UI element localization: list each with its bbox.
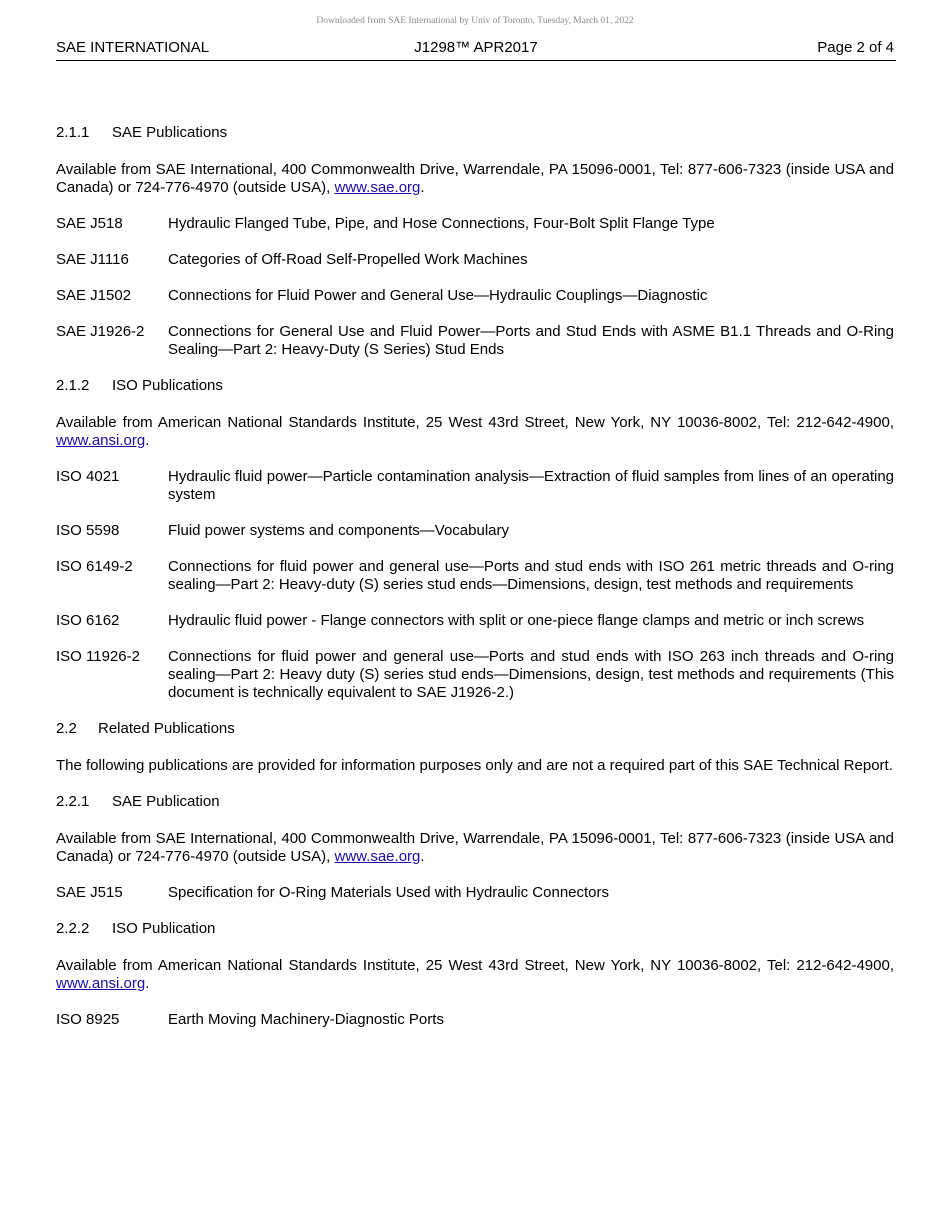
availability-paragraph <box>56 957 894 993</box>
reference-item <box>56 468 894 504</box>
reference-item <box>56 323 894 359</box>
header-doc-id: J1298™ APR2017 <box>414 39 538 56</box>
reference-title: Connections for Fluid Power and General Use—Hydraulic Couplings—Diagnostic <box>168 287 708 304</box>
section-title: SAE Publication <box>112 793 220 810</box>
reference-title: Connections for fluid power and general use—Ports and stud ends with ISO 263 inch threads and O-ring sealing—Part 2: Heavy duty (S) series stud ends—Dimensions, design, test methods and requirements (This document is technically equivalent to SAE J1926-2.) <box>168 648 894 701</box>
reference-item <box>56 612 894 630</box>
reference-title: Specification for O-Ring Materials Used with Hydraulic Connectors <box>168 884 610 901</box>
reference-code: ISO 5598 <box>56 522 120 539</box>
section-heading-2-2-1 <box>56 793 894 811</box>
section-heading-2-2-2 <box>56 920 894 938</box>
reference-code: ISO 4021 <box>56 468 120 485</box>
reference-code: SAE J518 <box>56 215 123 232</box>
availability-paragraph <box>56 830 894 866</box>
section-number: 2.2.2 <box>56 920 90 937</box>
section-number: 2.1.1 <box>56 124 90 141</box>
reference-title: Hydraulic fluid power—Particle contamination analysis—Extraction of fluid samples from lines of an operating system <box>168 468 894 503</box>
reference-item <box>56 522 894 540</box>
reference-title: Connections for fluid power and general use—Ports and stud ends with ISO 261 metric threads and O-ring sealing—Part 2: Heavy-duty (S) series stud ends—Dimensions, design, test methods and requirements <box>168 558 894 593</box>
download-watermark: Downloaded from SAE International by Univ of Toronto, Tuesday, March 01, 2022 <box>316 16 634 26</box>
availability-paragraph <box>56 161 894 197</box>
section-heading-2-1-2 <box>56 377 894 395</box>
reference-item <box>56 648 894 702</box>
ansi-link[interactable]: www.ansi.org <box>56 975 146 992</box>
reference-title: Hydraulic Flanged Tube, Pipe, and Hose Connections, Four-Bolt Split Flange Type <box>168 215 715 232</box>
section-heading-2-2 <box>56 720 894 738</box>
section-title: ISO Publications <box>112 377 223 394</box>
reference-title: Fluid power systems and components—Vocabulary <box>168 522 510 539</box>
reference-item <box>56 558 894 594</box>
sae-link[interactable]: www.sae.org <box>334 179 421 196</box>
document-body <box>56 124 894 1047</box>
availability-text: Available from American National Standards Institute, 25 West 43rd Street, New York, NY 10036-8002, Tel: 212-642-4900, <box>56 957 894 974</box>
period: . <box>420 848 425 865</box>
ansi-link[interactable]: www.ansi.org <box>56 432 146 449</box>
reference-item <box>56 215 894 233</box>
section-title: ISO Publication <box>112 920 216 937</box>
period: . <box>145 975 150 992</box>
section-title: Related Publications <box>98 720 235 737</box>
section-title: SAE Publications <box>112 124 228 141</box>
reference-item <box>56 251 894 269</box>
reference-code: SAE J515 <box>56 884 123 901</box>
section-number: 2.2 <box>56 720 77 737</box>
availability-text: Available from SAE International, 400 Commonwealth Drive, Warrendale, PA 15096-0001, Tel: 877-606-7323 (inside USA and Canada) or 724-776-4970 (outside USA), <box>56 161 894 196</box>
period: . <box>420 179 425 196</box>
reference-item <box>56 884 894 902</box>
reference-title: Connections for General Use and Fluid Power—Ports and Stud Ends with ASME B1.1 Threads and O-Ring Sealing—Part 2: Heavy-Duty (S Series) Stud Ends <box>168 323 894 358</box>
section-number: 2.1.2 <box>56 377 90 394</box>
reference-code: ISO 6149-2 <box>56 558 133 575</box>
header-page-number: Page 2 of 4 <box>817 39 894 56</box>
sae-link[interactable]: www.sae.org <box>334 848 421 865</box>
reference-title: Categories of Off-Road Self-Propelled Work Machines <box>168 251 528 268</box>
reference-item <box>56 1011 894 1029</box>
page-header <box>56 38 896 61</box>
reference-code: ISO 8925 <box>56 1011 120 1028</box>
availability-text: Available from American National Standards Institute, 25 West 43rd Street, New York, NY 10036-8002, Tel: 212-642-4900, <box>56 414 894 431</box>
reference-item <box>56 287 894 305</box>
related-publications-paragraph: The following publications are provided for information purposes only and are not a required part of this SAE Technical Report. <box>56 757 893 774</box>
reference-code: ISO 6162 <box>56 612 120 629</box>
section-heading-2-1-1 <box>56 124 894 142</box>
period: . <box>145 432 150 449</box>
reference-code: SAE J1926-2 <box>56 323 145 340</box>
availability-paragraph <box>56 414 894 450</box>
availability-text: Available from SAE International, 400 Commonwealth Drive, Warrendale, PA 15096-0001, Tel: 877-606-7323 (inside USA and Canada) or 724-776-4970 (outside USA), <box>56 830 894 865</box>
reference-title: Hydraulic fluid power - Flange connectors with split or one-piece flange clamps and metric or inch screws <box>168 612 865 629</box>
reference-title: Earth Moving Machinery-Diagnostic Ports <box>168 1011 444 1028</box>
section-number: 2.2.1 <box>56 793 90 810</box>
reference-code: ISO 11926-2 <box>56 648 140 665</box>
reference-code: SAE J1502 <box>56 287 132 304</box>
header-org: SAE INTERNATIONAL <box>56 39 210 56</box>
reference-code: SAE J1116 <box>56 251 129 268</box>
